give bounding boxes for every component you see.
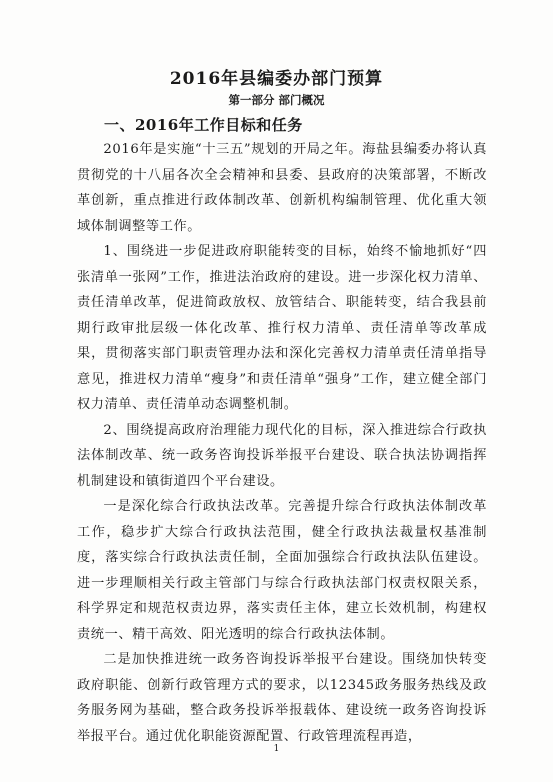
section-heading: 一、2016年工作目标和任务 xyxy=(104,116,303,134)
paragraph: 2、围绕提高政府治理能力现代化的目标，深入推进综合行政执法体制改革、统一政务咨询投诉举报平台建设、联合执法协调指挥机制建设和镇街道四个平台建设。 xyxy=(77,422,487,489)
page-number: 1 xyxy=(273,744,280,754)
paragraph: 一是深化综合行政执法改革。完善提升综合行政执法体制改革工作，稳步扩大综合行政执法范围，健全行政执法裁量权基准制度，落实综合行政执法责任制，全面加强综合行政执法队伍建设。进一步理顺相关行政主管部门与综合行政执法部门权责权限关系，科学界定和规范权责边界，落实责任主体，建立长效机制，构建权责统一、精干高效、阳光透明的综合行政执法体制。 xyxy=(77,499,487,642)
paragraph: 1、围绕进一步促进政府职能转变的目标，始终不愉地抓好“四张清单一张网”工作，推进法治政府的建设。进一步深化权力清单、责任清单改革，促进简政放权、放管结合、职能转变，结合我县前期行政审批层级一体化改革、推行权力清单、责任清单等改革成果，贯彻落实部门职责管理办法和深化完善权力清单责任清单指导意见，推进权力清单“瘦身”和责任清单“强身”工作，建立健全部门权力清单、责任清单动态调整机制。 xyxy=(77,244,487,412)
paragraph: 2016年是实施“十三五”规划的开局之年。海盐县编委办将认真贯彻党的十八届各次全会精神和县委、县政府的决策部署，不断改革创新，重点推进行政体制改革、创新机构编制管理、优化重大领域体制调整等工作。 xyxy=(77,142,487,234)
document-body xyxy=(77,137,487,749)
document-title: 2016年县编委办部门预算 xyxy=(169,69,384,89)
paragraph: 二是加快推进统一政务咨询投诉举报平台建设。围绕加快转变政府职能、创新行政管理方式的要求，以12345政务服务热线及政务服务网为基础，整合政务投诉举报载体、建设统一政务咨询投诉举报平台。通过优化职能资源配置、行政管理流程再造， xyxy=(77,652,487,744)
document-subtitle: 第一部分 部门概况 xyxy=(228,93,325,107)
